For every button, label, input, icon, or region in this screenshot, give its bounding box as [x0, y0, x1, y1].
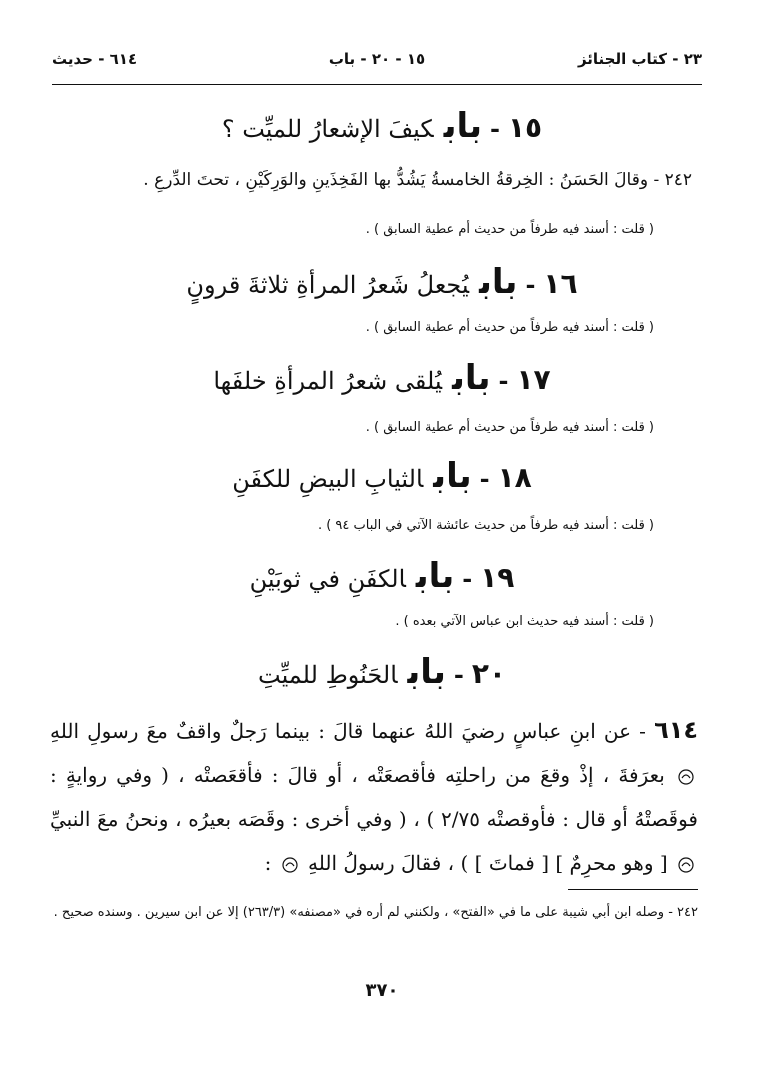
chapter-word: باب	[443, 106, 482, 146]
header-book-title: ٢٣ - كتاب الجنائز	[577, 50, 702, 68]
header-divider	[52, 84, 702, 85]
header-chapter-range: ١٥ - ٢٠ - باب	[328, 50, 426, 68]
editor-note: ( قلت : أسند فيه طرفاً من حديث عائشة الآتي في الباب ٩٤ ) .	[317, 518, 654, 533]
chapter-word: باب	[433, 456, 472, 496]
chapter-number: ١٩	[480, 561, 515, 594]
chapter-number: ٢٠	[471, 657, 506, 690]
hadith-number: ٦١٤	[654, 716, 699, 744]
hadith-text-part: [ وهو محرِمٌ ] [ فماتَ ] ) ، فقالَ رسولُ اللهِ	[308, 851, 668, 875]
chapter-heading-17: ١٧-بابيُلقى شعرُ المرأةِ خلفَها	[213, 358, 551, 398]
editor-note: ( قلت : أسند فيه طرفاً من حديث أم عطية السابق ) .	[365, 320, 654, 335]
chapter-word: باب	[407, 652, 446, 692]
chapter-number: ١٨	[497, 461, 532, 494]
hadith-text-part: - عن ابنِ عباسٍ رضيَ اللهُ عنهما قالَ : بينما رَجلٌ واقفٌ معَ رسولِ اللهِ	[50, 719, 646, 743]
chapter-title: الحَنُوطِ للميِّتِ	[258, 661, 398, 689]
chapter-heading-20: ٢٠-بابالحَنُوطِ للميِّتِ	[258, 652, 506, 692]
hadith-text-part: بعرَفةَ ، إذْ وقعَ من راحلتِه فأقصعَتْه ، أو قالَ : فأقعَصتْه ، ( وفي روايةٍ : فوقَصتْهُ أو قال : فأوقصتْه ٢/٧٥ ) ، ( وفي أخرى : وقَصَه بعيرُه ، ونحنُ معَ النبيِّ	[50, 763, 698, 831]
chapter-word: باب	[479, 262, 518, 302]
editor-note: ( قلت : أسند فيه حديث ابن عباس الآتي بعده ) .	[395, 614, 654, 629]
header-hadith-number: ٦١٤ - حديث	[52, 50, 138, 68]
chapter-heading-16: ١٦-بابيُجعلُ شَعرُ المرأةِ ثلاثةَ قرونٍ	[186, 262, 578, 302]
chapter-heading-19: ١٩-بابالكفَنِ في ثوبَيْنِ	[249, 556, 515, 596]
sub-hadith-242: ٢٤٢ - وقالَ الحَسَنُ : الخِرقةُ الخامسةُ يَشُدُّ بها الفَخِذَينِ والوَرِكَيْنِ ، تحتَ الدِّرعِ .	[143, 170, 692, 190]
editor-note: ( قلت : أسند فيه طرفاً من حديث أم عطية السابق ) .	[365, 222, 654, 237]
chapter-heading-18: ١٨-بابالثيابِ البيضِ للكفَنِ	[232, 456, 532, 496]
chapter-number: ١٧	[516, 363, 551, 396]
chapter-number: ١٥	[507, 111, 543, 144]
chapter-title: يُلقى شعرُ المرأةِ خلفَها	[213, 367, 443, 395]
chapter-title: الكفَنِ في ثوبَيْنِ	[249, 565, 406, 593]
chapter-word: باب	[452, 358, 491, 398]
chapter-number: ١٦	[543, 267, 578, 300]
running-header	[52, 40, 702, 80]
hadith-text-part: :	[264, 851, 272, 875]
chapter-heading-15: ١٥-بابكيفَ الإشعارُ للميِّت ؟	[221, 106, 543, 146]
hadith-614-text	[50, 708, 698, 885]
page-number: ٣٧٠	[365, 980, 399, 1001]
salla-allahu-alayhi-wasallam-icon	[280, 856, 300, 874]
footnote-divider	[568, 889, 698, 890]
editor-note: ( قلت : أسند فيه طرفاً من حديث أم عطية السابق ) .	[365, 420, 654, 435]
chapter-title: الثيابِ البيضِ للكفَنِ	[232, 465, 424, 493]
salla-allahu-alayhi-wasallam-icon	[676, 856, 696, 874]
salla-allahu-alayhi-wasallam-icon	[676, 768, 696, 786]
footnote-242: ٢٤٢ - وصله ابن أبي شيبة على ما في «الفتح» ، ولكنني لم أره في «مصنفه» (٢٦٣/٣) إلا عن ابن سيرين . وسنده صحيح .	[53, 905, 698, 920]
chapter-title: كيفَ الإشعارُ للميِّت ؟	[221, 115, 434, 143]
chapter-title: يُجعلُ شَعرُ المرأةِ ثلاثةَ قرونٍ	[186, 271, 470, 299]
chapter-word: باب	[415, 556, 455, 596]
